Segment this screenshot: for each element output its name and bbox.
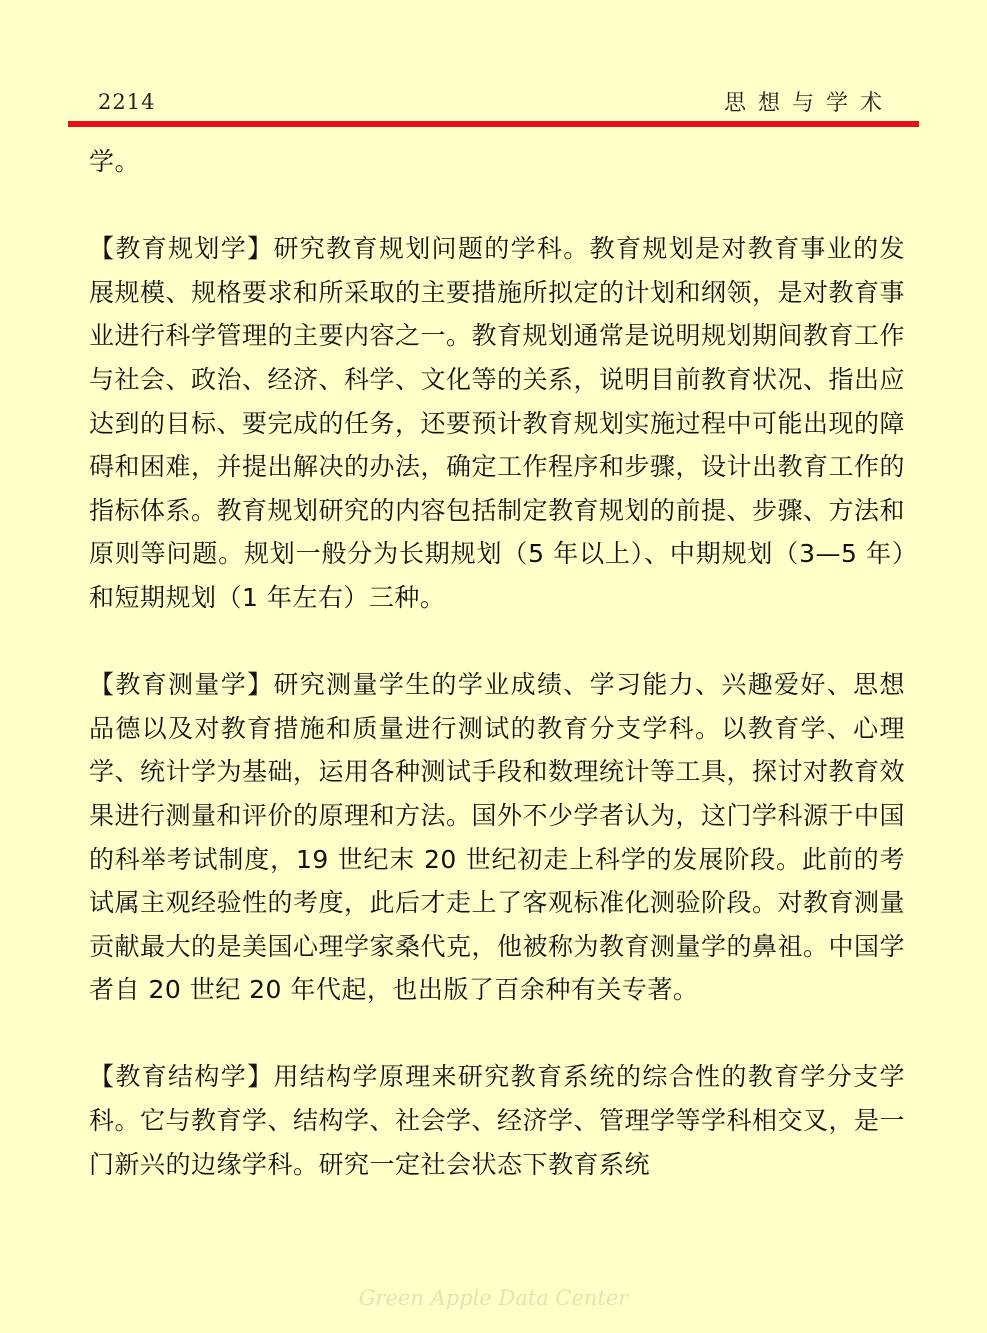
paragraph-continuation: [89, 140, 905, 184]
entry-term: 【教育规划学】: [89, 234, 274, 264]
entry-text: 学。: [89, 147, 141, 176]
entry-term: 【教育结构学】: [89, 1062, 274, 1092]
dictionary-entry: [89, 227, 905, 619]
body-text: [89, 140, 905, 1186]
entry-term: 【教育测量学】: [89, 670, 274, 700]
dictionary-entry: [89, 1055, 905, 1186]
page-header: [68, 82, 918, 122]
entry-text: 用结构学原理来研究教育系统的综合性的教育学分支学科。它与教育学、结构学、社会学、经济学、管理学等学科相交叉，是一门新兴的边缘学科。研究一定社会状态下教育系统: [89, 1062, 906, 1179]
running-title: 思想与学术: [723, 91, 894, 116]
entry-text: 研究测量学生的学业成绩、学习能力、兴趣爱好、思想品德以及对教育措施和质量进行测试的教育分支学科。以教育学、心理学、统计学为基础，运用各种测试手段和数理统计等工具，探讨对教育效果进行测量和评价的原理和方法。国外不少学者认为，这门学科源于中国的科举考试制度，19 世纪末 20 世纪初走上科学的发展阶段。此前的考试属主观经验性的考度，此后才走上了客观标准化测验阶段。对教育测量贡献最大的是美国心理学家桑代克，他被称为教育测量学的鼻祖。中国学者自 20 世纪 20 年代起，也出版了百余种有关专著。: [89, 670, 906, 1005]
header-rule: [68, 121, 919, 127]
dictionary-entry: [89, 663, 905, 1012]
watermark: Green Apple Data Center: [358, 1286, 629, 1310]
entry-text: 研究教育规划问题的学科。教育规划是对教育事业的发展规模、规格要求和所采取的主要措施所拟定的计划和纲领，是对教育事业进行科学管理的主要内容之一。教育规划通常是说明规划期间教育工作与社会、政治、经济、科学、文化等的关系，说明目前教育状况、指出应达到的目标、要完成的任务，还要预计教育规划实施过程中可能出现的障碍和困难，并提出解决的办法，确定工作程序和步骤，设计出教育工作的指标体系。教育规划研究的内容包括制定教育规划的前提、步骤、方法和原则等问题。规划一般分为长期规划（5 年以上）、中期规划（3—5 年）和短期规划（1 年左右）三种。: [89, 234, 906, 612]
page-number: 2214: [98, 90, 156, 114]
